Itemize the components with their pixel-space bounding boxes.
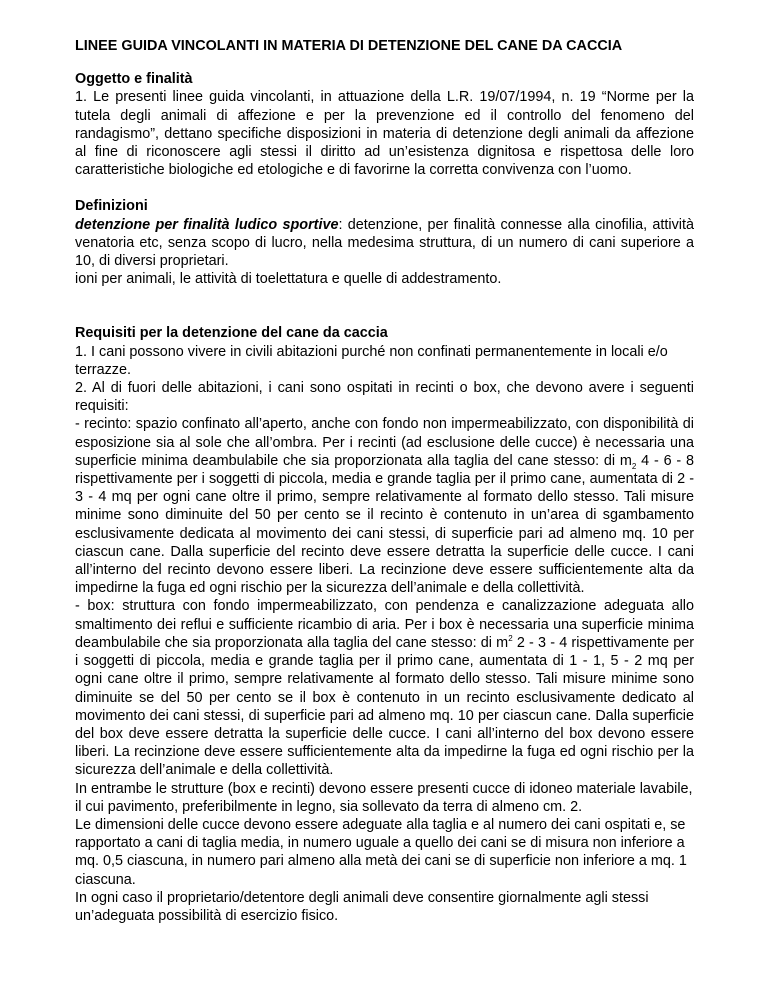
definition-paragraph <box>75 216 694 271</box>
definition-fragment: ioni per animali, le attività di toelettatura e quelle di addestramento. <box>75 271 502 288</box>
box-paragraph <box>75 597 694 779</box>
section-definitions <box>75 197 694 288</box>
box-unit-superscript: 2 <box>508 634 513 644</box>
recinto-paragraph <box>75 415 694 597</box>
definition-text: : detenzione, per finalità connesse alla cinofilia, attività venatoria etc, senza scopo di lucro, nella medesima struttura, di un numero di cani superiore a 10, di diversi proprietari. <box>75 216 694 270</box>
box-text-a: - box: struttura con fondo impermeabilizzato, con pendenza e canalizzazione adeguata allo smaltimento dei reflui e sufficiente ricambio di aria. Per i box è necessaria una superficie minima deambulabile che sia proporzionata alla taglia del cane stesso: di m <box>75 598 694 651</box>
section-object <box>75 70 694 179</box>
section-heading-requirements: Requisiti per la detenzione del cane da caccia <box>75 325 388 342</box>
box-text-b: 2 - 3 - 4 rispettivamente per i soggetti di piccola, media e grande taglia per il primo cane, aumentata di 1 - 1, 5 - 2 mq per ogni cane oltre il primo, sempre relativamente al formato dello stesso. Tali misure minime sono diminuite se del 50 per cento se il box è contenuto in un recinto esclusivamente dedicato al movimento dei cani stessi, di superficie pari ad almeno mq. 10 per ciascun cane. Dalla superficie del box deve essere detratta la superficie delle cucce. I cani all’interno del box devono essere liberi. La recinzione deve essere sufficientemente alta da impedirne la fuga ed ogni rischio per la sicurezza dell’animale e della collettività. <box>75 634 694 779</box>
paragraph-object-1: 1. Le presenti linee guida vincolanti, in attuazione della L.R. 19/07/1994, n. 19 “Norme per la tutela degli animali di affezione e per la prevenzione ed il controllo del fenomeno del randagismo”, dettano specifiche disposizioni in materia di detenzione degli animali da affezione al fine di riconoscere agli stessi il diritto ad un’esistenza dignitosa e rispettosa delle loro caratteristiche biologiche ed etologiche e di favorirne la corretta convivenza con l’uomo. <box>75 89 694 179</box>
document-title: LINEE GUIDA VINCOLANTI IN MATERIA DI DETENZIONE DEL CANE DA CACCIA <box>75 38 623 54</box>
section-heading-definitions: Definizioni <box>75 198 148 215</box>
recinto-text-a: - recinto: spazio confinato all’aperto, anche con fondo non impermeabilizzato, con disponibilità di esposizione sia al sole che all’ombra. Per i recinti (ad esclusione delle cucce) è necessaria una superficie minima deambulabile che sia proporzionata alla taglia del cane stesso: di m <box>75 416 694 469</box>
recinto-text-b: 4 - 6 - 8 rispettivamente per i soggetti di piccola, media e grande taglia per il primo cane, aumentata di 2 - 3 - 4 mq per ogni cane oltre il primo, sempre relativamente al formato dello stesso. Tali misure minime sono diminuite del 50 per cento se il recinto è contenuto in un’area di sgambamento esclusivamente dedicata al movimento dei cani stessi, di superficie pari ad almeno mq. 10 per ciascun cane. Dalla superficie del recinto deve essere detratta la superficie delle cucce. I cani all’interno del recinto devono essere liberi. La recinzione deve essere sufficientemente alta da impedirne la fuga ed ogni rischio per la sicurezza dell’animale e della collettività. <box>75 452 694 597</box>
cucce-paragraph-2: Le dimensioni delle cucce devono essere adeguate alla taglia e al numero dei cani ospitati e, se rapportato a cani di taglia media, in numero uguale a quello dei cani se di misura non inferiore a mq. 0,5 ciascuna, in numero pari almeno alla metà dei cani se di superficie non inferiore a mq. 1 ciascuna. <box>75 816 687 888</box>
section-heading-object: Oggetto e finalità <box>75 71 193 88</box>
requirement-point-1: 1. I cani possono vivere in civili abitazioni purché non confinati permanentemente in locali e/o terrazze. <box>75 343 668 378</box>
requirement-point-2: 2. Al di fuori delle abitazioni, i cani sono ospitati in recinti o box, che devono avere i seguenti requisiti: <box>75 380 694 415</box>
recinto-unit-superscript: 2 <box>631 461 637 471</box>
closing-paragraph: In ogni caso il proprietario/detentore degli animali deve consentire giornalmente agli stessi un’adeguata possibilità di esercizio fisico. <box>75 889 649 924</box>
definition-term: detenzione per finalità ludico sportive <box>75 216 339 233</box>
cucce-paragraph-1: In entrambe le strutture (box e recinti) devono essere presenti cucce di idoneo materiale lavabile, il cui pavimento, preferibilmente in legno, sia sollevato da terra di almeno cm. 2. <box>75 780 693 815</box>
document-page <box>75 37 694 943</box>
section-requirements <box>75 324 694 925</box>
